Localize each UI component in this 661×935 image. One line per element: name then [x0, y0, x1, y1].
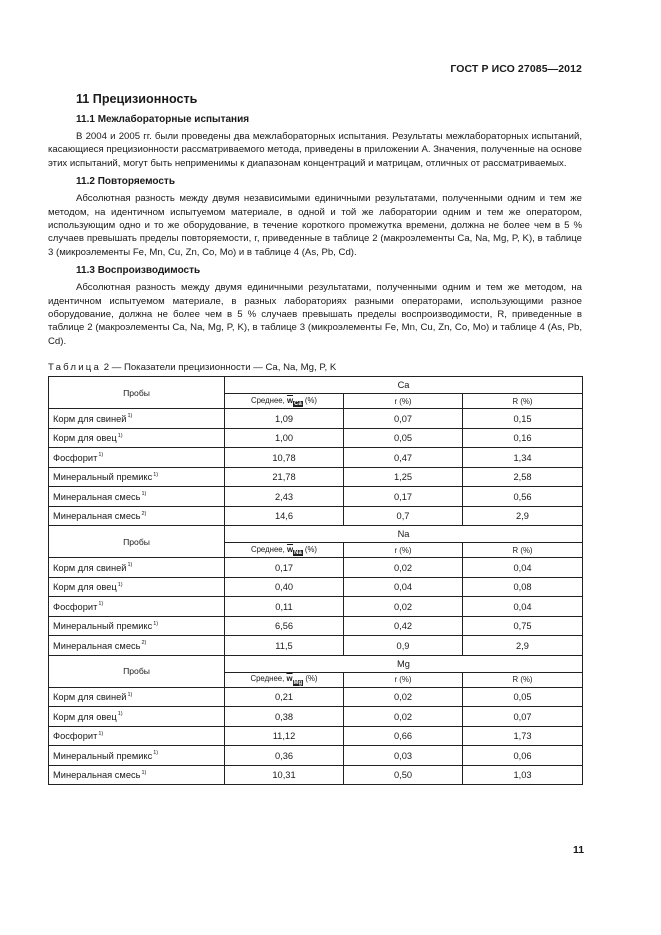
- sample-label: Минеральная смесь: [53, 770, 141, 781]
- sample-label: Корм для овец: [53, 582, 117, 593]
- repeatability-header: r (%): [344, 672, 463, 687]
- footnote-ref: 2): [141, 640, 147, 647]
- R-value: 2,58: [463, 467, 583, 487]
- subsection-title: 11.1 Межлабораторные испытания: [76, 114, 250, 125]
- mean-label: Среднее,: [250, 544, 285, 554]
- mean-header: [225, 394, 344, 409]
- w-subscript: Mg: [293, 679, 303, 686]
- footnote-ref: 1): [127, 691, 133, 698]
- footnote-ref: 1): [127, 413, 133, 420]
- element-name: Na: [225, 526, 583, 543]
- mean-value: 1,00: [225, 428, 344, 448]
- footnote-ref: 1): [141, 769, 147, 776]
- R-value: 1,34: [463, 448, 583, 468]
- table-caption-text: 2 — Показатели прецизионности — Ca, Na, Mg, P, K: [103, 362, 337, 374]
- r-value: 0,05: [344, 428, 463, 448]
- probes-header: Пробы: [49, 377, 225, 409]
- w-symbol: $\overline{w}$: [286, 674, 293, 683]
- mean-label: Среднее,: [250, 674, 285, 683]
- mean-value: 0,11: [225, 597, 344, 617]
- table-row: [49, 616, 583, 636]
- footnote-ref: 1): [153, 750, 159, 757]
- sample-name: [49, 765, 225, 785]
- precision-table: [48, 376, 583, 785]
- table-caption-label: Таблица: [48, 362, 102, 374]
- sample-label: Минеральный премикс: [53, 472, 153, 483]
- footnote-ref: 1): [98, 730, 104, 737]
- subsection-title: 11.2 Повторяемость: [76, 176, 175, 188]
- sample-name: [49, 636, 225, 656]
- R-value: 0,07: [463, 707, 583, 727]
- table-row: [49, 597, 583, 617]
- sample-name: [49, 409, 225, 429]
- r-value: 0,50: [344, 765, 463, 785]
- table-row: [49, 558, 583, 578]
- footnote-ref: 2): [141, 510, 147, 517]
- footnote-ref: 1): [141, 491, 147, 498]
- w-subscript: Na: [294, 550, 302, 557]
- sample-label: Корм для овец: [53, 433, 117, 444]
- sample-label: Фосфорит: [53, 601, 98, 612]
- sample-name: [49, 707, 225, 727]
- sample-name: [49, 597, 225, 617]
- footnote-ref: 1): [153, 620, 159, 627]
- table-row: [49, 506, 583, 526]
- element-header-row: [49, 377, 583, 394]
- sample-name: [49, 506, 225, 526]
- R-value: 0,75: [463, 616, 583, 636]
- table-row: [49, 467, 583, 487]
- table-row: [49, 746, 583, 766]
- r-value: 0,07: [344, 409, 463, 429]
- reproducibility-header: R (%): [463, 394, 583, 409]
- sample-label: Минеральный премикс: [53, 621, 153, 632]
- table-row: [49, 636, 583, 656]
- r-value: 0,66: [344, 726, 463, 746]
- w-symbol: $\overline{w}$: [286, 544, 294, 554]
- mean-header: [225, 543, 344, 558]
- w-symbol: $\overline{w}$: [286, 395, 294, 405]
- page-number: 11: [573, 844, 585, 856]
- R-value: 0,16: [463, 428, 583, 448]
- r-value: 0,42: [344, 616, 463, 636]
- footnote-ref: 1): [117, 432, 123, 439]
- table-row: [49, 428, 583, 448]
- probes-header: Пробы: [49, 526, 225, 558]
- R-value: 1,03: [463, 765, 583, 785]
- table-row: [49, 448, 583, 468]
- footnote-ref: 1): [117, 711, 123, 718]
- R-value: 0,04: [463, 597, 583, 617]
- sample-label: Минеральная смесь: [53, 511, 141, 522]
- r-value: 0,02: [344, 707, 463, 727]
- r-value: 0,02: [344, 687, 463, 707]
- w-subscript: Ca: [294, 401, 302, 408]
- table-row: [49, 707, 583, 727]
- footnote-ref: 1): [117, 581, 123, 588]
- paragraph: В 2004 и 2005 гг. были проведены два межлабораторных испытания. Результаты межлабораторных испытаний, касающиеся прецизионности рассматриваемого метода, приведены в приложении А. Значения, полученные на основе этих испытаний, могут быть неприменимы к диапазонам концентраций и матрицам, отличных от рассматриваемых.: [48, 131, 582, 169]
- mean-value: 21,78: [225, 467, 344, 487]
- mean-value: 0,21: [225, 687, 344, 707]
- mean-value: 10,31: [225, 765, 344, 785]
- table-row: [49, 726, 583, 746]
- table-row: [49, 687, 583, 707]
- document-header: ГОСТ Р ИСО 27085—2012: [450, 63, 582, 75]
- reproducibility-header: R (%): [463, 672, 583, 687]
- percent-label: (%): [305, 674, 318, 683]
- mean-value: 2,43: [225, 487, 344, 507]
- mean-value: 6,56: [225, 616, 344, 636]
- sample-name: [49, 687, 225, 707]
- mean-value: 0,36: [225, 746, 344, 766]
- r-value: 0,02: [344, 597, 463, 617]
- subsection-title: 11.3 Воспроизводимость: [76, 265, 201, 277]
- R-value: 0,56: [463, 487, 583, 507]
- r-value: 0,04: [344, 577, 463, 597]
- r-value: 0,02: [344, 558, 463, 578]
- percent-label: (%): [304, 544, 318, 554]
- sample-name: [49, 558, 225, 578]
- mean-label: Среднее,: [250, 395, 285, 405]
- sample-label: Корм для свиней: [53, 562, 127, 573]
- percent-label: (%): [304, 395, 318, 405]
- r-value: 1,25: [344, 467, 463, 487]
- r-value: 0,7: [344, 506, 463, 526]
- sample-name: [49, 577, 225, 597]
- R-value: 0,15: [463, 409, 583, 429]
- R-value: 0,05: [463, 687, 583, 707]
- mean-value: 14,6: [225, 506, 344, 526]
- mean-value: 1,09: [225, 409, 344, 429]
- sample-name: [49, 746, 225, 766]
- R-value: 2,9: [463, 506, 583, 526]
- repeatability-header: r (%): [344, 543, 463, 558]
- footnote-ref: 1): [98, 452, 104, 459]
- sample-label: Минеральная смесь: [53, 640, 141, 651]
- sample-name: [49, 726, 225, 746]
- mean-value: 10,78: [225, 448, 344, 468]
- sample-name: [49, 616, 225, 636]
- sample-label: Фосфорит: [53, 731, 98, 742]
- repeatability-header: r (%): [344, 394, 463, 409]
- mean-value: 0,38: [225, 707, 344, 727]
- r-value: 0,17: [344, 487, 463, 507]
- table-row: [49, 765, 583, 785]
- sample-label: Корм для свиней: [53, 413, 127, 424]
- element-header-row: [49, 526, 583, 543]
- r-value: 0,9: [344, 636, 463, 656]
- table-row: [49, 409, 583, 429]
- paragraph: Абсолютная разность между двумя единичными результатами, полученными одним и тем же методом, на идентичном испытуемом материале, в разных лабораториях разными операторами, использующими разное оборудование, должна не более чем в 5 % случаев превышать пределы воспроизводимости, R, приведенные в таблице 2 (макроэлементы Ca, Na, Mg, P, K), в таблице 3 (микроэлементы Fe, Mn, Cu, Zn, Co, Mo) и таблице 4 (As, Pb, Cd).: [48, 282, 582, 347]
- sample-name: [49, 448, 225, 468]
- table-row: [49, 577, 583, 597]
- reproducibility-header: R (%): [463, 543, 583, 558]
- sample-label: Корм для свиней: [53, 692, 127, 703]
- table-caption: [48, 362, 582, 373]
- r-value: 0,03: [344, 746, 463, 766]
- mean-value: 11,5: [225, 636, 344, 656]
- sample-label: Минеральная смесь: [53, 491, 141, 502]
- element-name: Mg: [225, 655, 583, 672]
- paragraph: Абсолютная разность между двумя независимыми единичными результатами, полученными одним и тем же методом, на идентичном испытуемом материале, в одной и той же лаборатории одним и тем же оператором, использующим одно и то же оборудование, в течение короткого промежутка времени, должна не более чем в 5 % случаев превышать пределы повторяемости, r, приведенные в таблице 2 (макроэлементы Ca, Na, Mg, P, K), в таблице 3 (микроэлементы Fe, Mn, Cu, Zn, Co, Mo) и в таблице 4 (As, Pb, Cd).: [48, 193, 582, 258]
- sample-label: Минеральный премикс: [53, 750, 153, 761]
- footnote-ref: 1): [127, 562, 133, 569]
- sample-label: Фосфорит: [53, 452, 98, 463]
- R-value: 1,73: [463, 726, 583, 746]
- probes-header: Пробы: [49, 655, 225, 687]
- R-value: 0,06: [463, 746, 583, 766]
- mean-header: [225, 672, 344, 687]
- mean-value: 11,12: [225, 726, 344, 746]
- element-name: Ca: [225, 377, 583, 394]
- sample-name: [49, 487, 225, 507]
- R-value: 0,08: [463, 577, 583, 597]
- section-title: 11 Прецизионность: [76, 92, 198, 106]
- table-row: [49, 487, 583, 507]
- footnote-ref: 1): [98, 601, 104, 608]
- page-content: [48, 92, 582, 785]
- footnote-ref: 1): [153, 471, 159, 478]
- sample-name: [49, 467, 225, 487]
- sample-name: [49, 428, 225, 448]
- r-value: 0,47: [344, 448, 463, 468]
- sample-label: Корм для овец: [53, 711, 117, 722]
- mean-value: 0,17: [225, 558, 344, 578]
- R-value: 2,9: [463, 636, 583, 656]
- R-value: 0,04: [463, 558, 583, 578]
- element-header-row: [49, 655, 583, 672]
- mean-value: 0,40: [225, 577, 344, 597]
